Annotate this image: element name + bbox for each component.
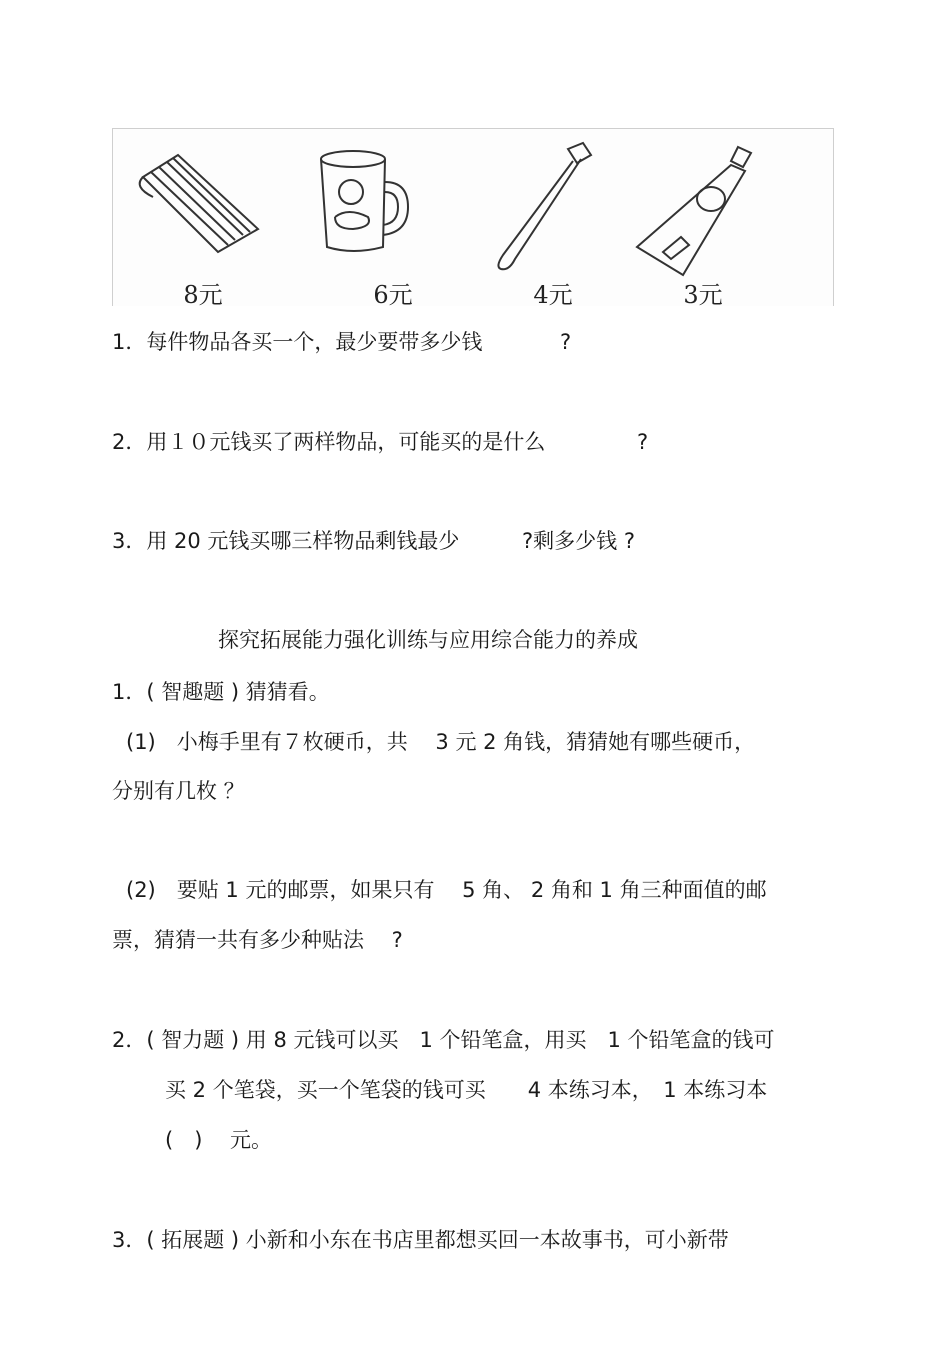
toothpaste-icon xyxy=(623,137,773,287)
puzzle-3-line-1: 3．( 拓展题 ) 小新和小东在书店里都想买回一本故事书，可小新带 xyxy=(112,1228,729,1252)
cup-item xyxy=(313,129,473,307)
question-1: 1．每件物品各买一个，最少要带多少钱 xyxy=(112,330,483,354)
puzzle-1-sub-1-line-2: 分别有几枚 ？ xyxy=(112,779,245,803)
question-2: 2．用１０元钱买了两样物品，可能买的是什么 xyxy=(112,430,546,454)
toothbrush-item xyxy=(473,129,633,307)
toothbrush-icon xyxy=(473,137,603,277)
puzzle-1-sub-2-line-2: 票，猜猜一共有多少种贴法 ? xyxy=(112,928,403,952)
towel-item xyxy=(123,129,283,307)
toothpaste-price: 3元 xyxy=(683,281,723,309)
cup-icon xyxy=(313,137,433,267)
puzzle-2-line-1: 2．( 智力题 ) 用 8 元钱可以买 1 个铅笔盒，用买 1 个铅笔盒的钱可 xyxy=(112,1028,775,1052)
toothbrush-price: 4元 xyxy=(533,281,573,309)
puzzle-2-line-2: 买 2 个笔袋，买一个笔袋的钱可买 4 本练习本， 1 本练习本 xyxy=(165,1078,768,1102)
section-title: 探究拓展能力强化训练与应用综合能力的养成 xyxy=(218,628,638,652)
question-1-mark: ? xyxy=(560,330,572,354)
cup-price: 6元 xyxy=(373,281,413,309)
items-illustration xyxy=(112,128,834,309)
puzzle-1-heading: 1．( 智趣题 ) 猜猜看。 xyxy=(112,680,330,704)
question-3: 3．用 20 元钱买哪三样物品剩钱最少 xyxy=(112,529,460,553)
question-3-rest: ?剩多少钱 ? xyxy=(522,529,635,553)
puzzle-1-sub-1-line-1: (1) 小梅手里有７枚硬币，共 3 元 2 角钱，猜猜她有哪些硬币， xyxy=(126,730,756,754)
puzzle-1-sub-2-line-1: (2) 要贴 1 元的邮票，如果只有 5 角、 2 角和 1 角三种面值的邮 xyxy=(126,878,767,902)
question-2-mark: ? xyxy=(637,430,649,454)
toothpaste-item xyxy=(623,129,783,307)
towel-icon xyxy=(123,137,263,267)
puzzle-2-line-3: ( ) 元。 xyxy=(165,1128,273,1152)
towel-price: 8元 xyxy=(183,281,223,309)
